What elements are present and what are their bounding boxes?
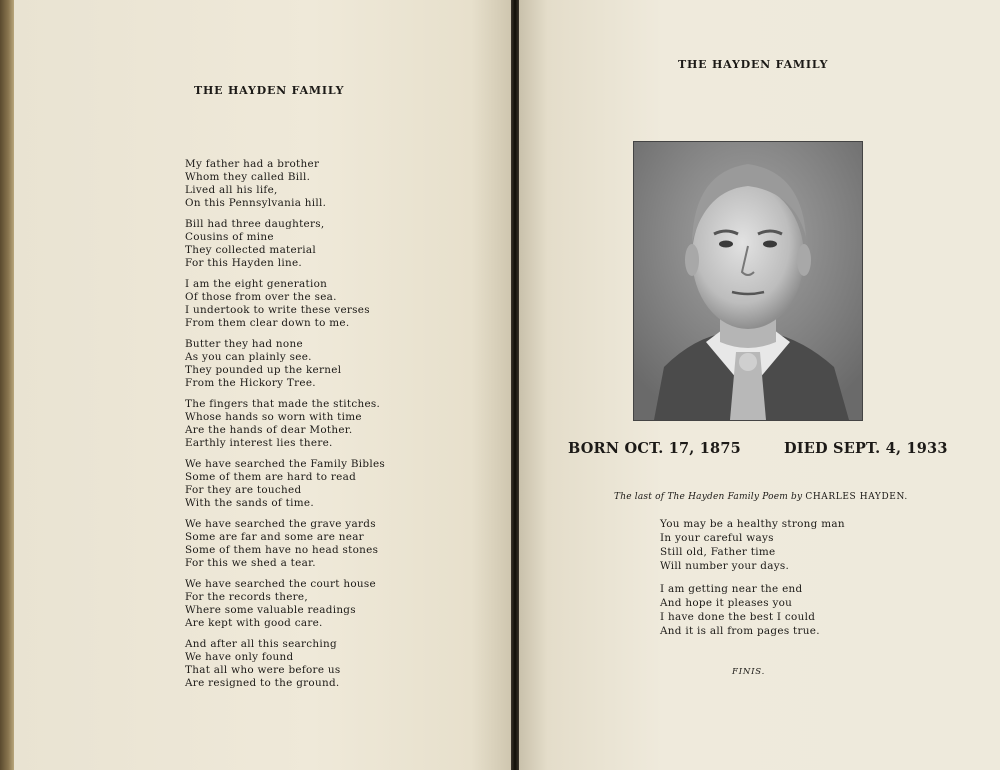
poem-line: Where some valuable readings: [185, 604, 356, 616]
poem-line: I am getting near the end: [660, 583, 803, 595]
poem-line: Are the hands of dear Mother.: [185, 424, 353, 436]
caption-by: by: [791, 492, 803, 502]
caption-title: The last of The Hayden Family Poem: [614, 492, 788, 502]
page-header: THE HAYDEN FAMILY: [678, 58, 829, 71]
poem-line: Cousins of mine: [185, 231, 274, 243]
poem-line: You may be a healthy strong man: [660, 518, 845, 530]
stanza: [185, 578, 485, 630]
poem-line: Whose hands so worn with time: [185, 411, 362, 423]
poem-caption: [614, 492, 908, 502]
portrait-photo: [633, 141, 863, 421]
poem-line: I undertook to write these verses: [185, 304, 370, 316]
poem-line: From them clear down to me.: [185, 317, 350, 329]
left-page: [14, 0, 511, 770]
born-date: BORN OCT. 17, 1875: [568, 440, 741, 457]
poem-line: The fingers that made the stitches.: [185, 398, 381, 410]
poem-line: For this we shed a tear.: [185, 557, 316, 569]
poem-line: On this Pennsylvania hill.: [185, 197, 327, 209]
poem-line: From the Hickory Tree.: [185, 377, 316, 389]
poem-line: Some of them have no head stones: [185, 544, 379, 556]
poem-line: Are resigned to the ground.: [185, 677, 340, 689]
stanza: [185, 338, 485, 390]
closing-poem: [660, 517, 960, 647]
finis-label: FINIS.: [732, 667, 766, 677]
book-edge: [0, 0, 14, 770]
stanza: [185, 218, 485, 270]
poem-line: In your careful ways: [660, 532, 774, 544]
poem-line: My father had a brother: [185, 158, 320, 170]
stanza: [185, 398, 485, 450]
poem-line: For the records there,: [185, 591, 308, 603]
poem-line: Will number your days.: [660, 560, 790, 572]
poem-line: Some are far and some are near: [185, 531, 364, 543]
poem-line: Some of them are hard to read: [185, 471, 357, 483]
stanza: [660, 517, 960, 573]
died-date: DIED SEPT. 4, 1933: [784, 440, 948, 457]
poem-line: They collected material: [185, 244, 316, 256]
poem-line: They pounded up the kernel: [185, 364, 342, 376]
poem-line: And hope it pleases you: [660, 597, 793, 609]
poem-line: Butter they had none: [185, 338, 303, 350]
stanza: [185, 638, 485, 690]
book-gutter: [511, 0, 519, 770]
stanza: [185, 278, 485, 330]
poem-line: Bill had three daughters,: [185, 218, 325, 230]
poem-line: Earthly interest lies there.: [185, 437, 333, 449]
stanza: [660, 582, 960, 638]
poem-line: For this Hayden line.: [185, 257, 303, 269]
page-header: THE HAYDEN FAMILY: [194, 84, 345, 97]
poem-line: We have searched the court house: [185, 578, 377, 590]
poem-line: We have searched the grave yards: [185, 518, 376, 530]
poem-line: As you can plainly see.: [185, 351, 312, 363]
right-page: [519, 0, 1000, 770]
poem-line: We have searched the Family Bibles: [185, 458, 386, 470]
poem-line: That all who were before us: [185, 664, 341, 676]
poem-line: And after all this searching: [185, 638, 337, 650]
poem-line: Of those from over the sea.: [185, 291, 337, 303]
poem-line: Lived all his life,: [185, 184, 278, 196]
poem-line: I am the eight generation: [185, 278, 328, 290]
stanza: [185, 518, 485, 570]
poem: [185, 158, 485, 698]
poem-line: We have only found: [185, 651, 294, 663]
portrait-figure: [634, 142, 862, 420]
caption-author: CHARLES HAYDEN.: [805, 492, 908, 502]
poem-line: Are kept with good care.: [185, 617, 323, 629]
poem-line: I have done the best I could: [660, 611, 816, 623]
poem-line: Whom they called Bill.: [185, 171, 311, 183]
poem-line: For they are touched: [185, 484, 302, 496]
stanza: [185, 458, 485, 510]
poem-line: Still old, Father time: [660, 546, 776, 558]
poem-line: With the sands of time.: [185, 497, 314, 509]
stanza: [185, 158, 485, 210]
poem-line: And it is all from pages true.: [660, 625, 820, 637]
